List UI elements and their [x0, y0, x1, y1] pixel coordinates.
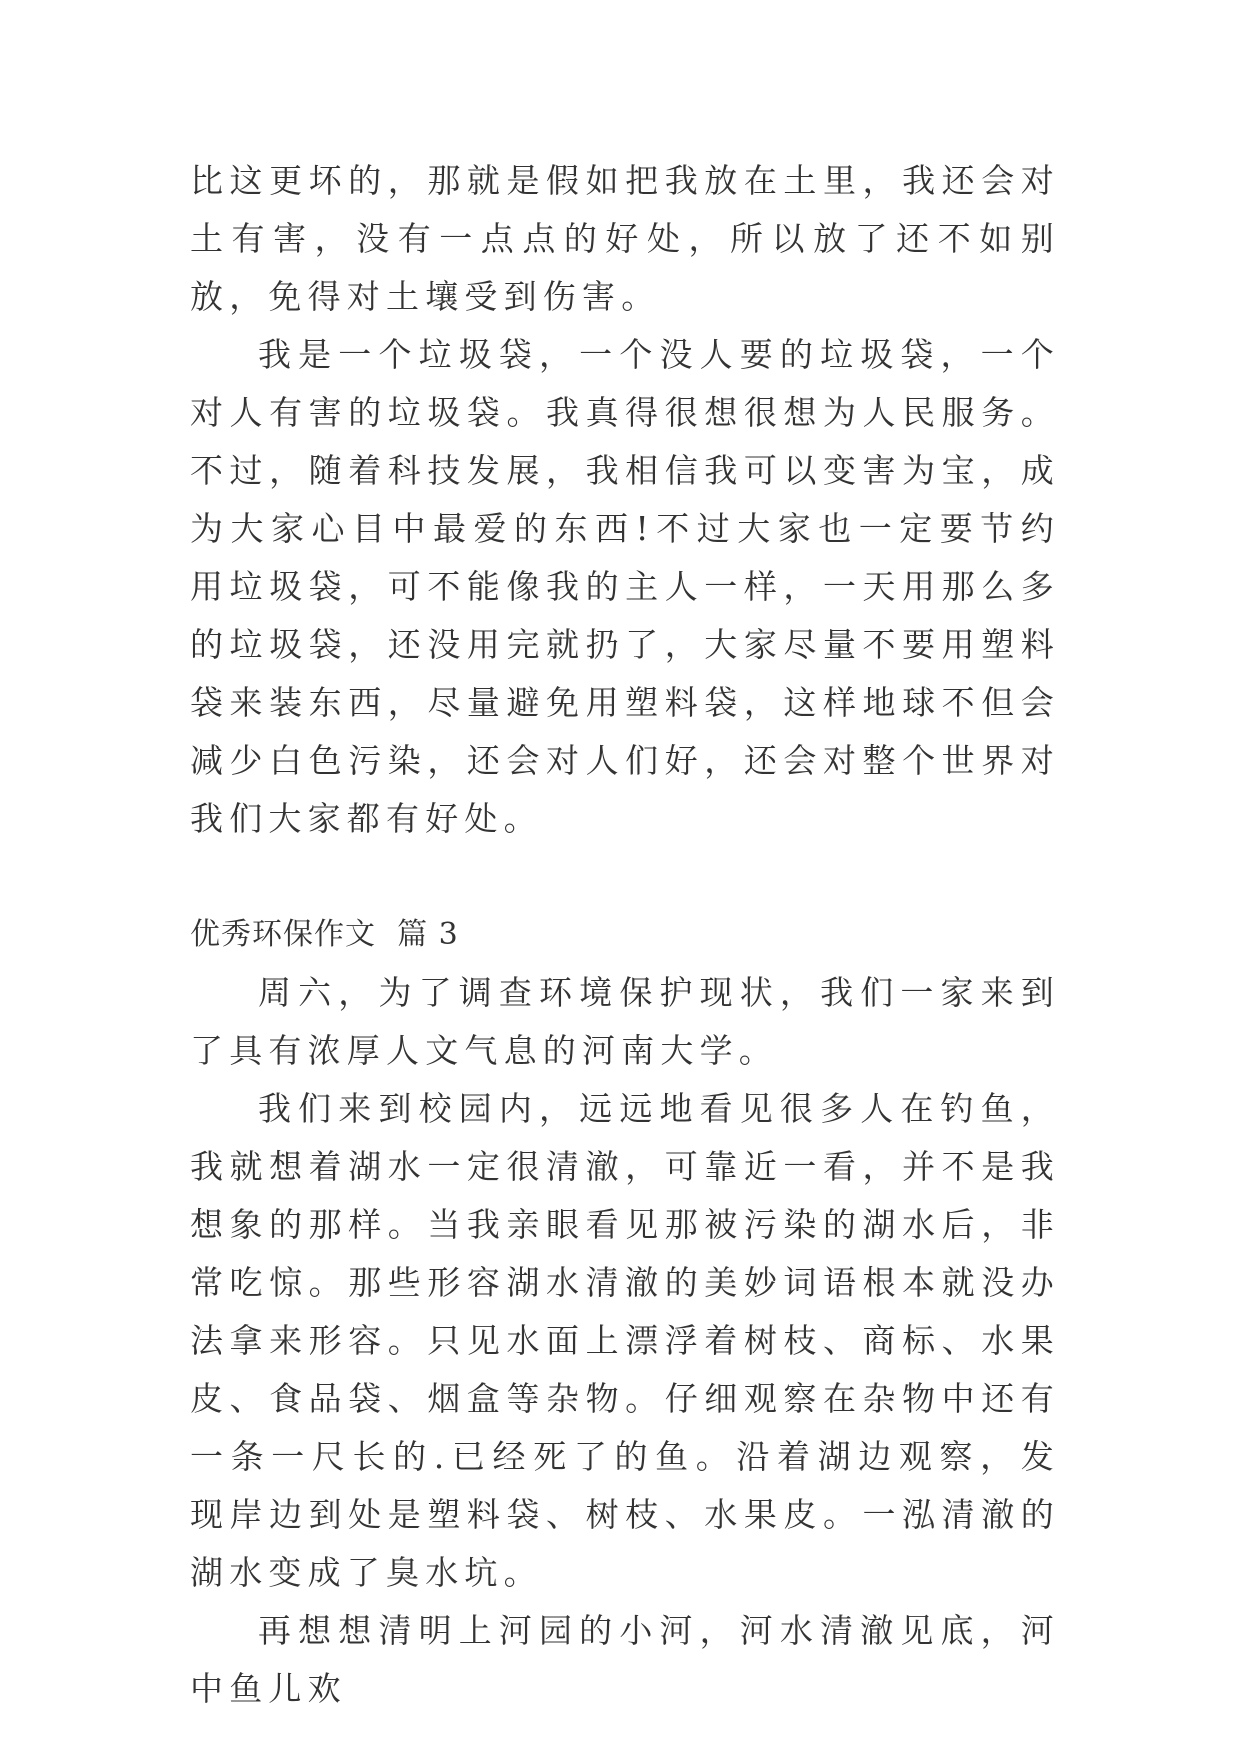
- paragraph-5: 再想想清明上河园的小河，河水清澈见底，河中鱼儿欢: [190, 1611, 1060, 1708]
- paragraph-2: 我是一个垃圾袋，一个没人要的垃圾袋，一个对人有害的垃圾袋。我真得很想很想为人民服务。不过，随着科技发展，我相信我可以变害为宝，成为大家心目中最爱的东西!不过大家也一定要节约用垃圾袋，可不能像我的主人一样，一天用那么多的垃圾袋，还没用完就扔了，大家尽量不要用塑料袋来装东西，尽量避免用塑料袋，这样地球不但会减少白色污染，还会对人们好，还会对整个世界对我们大家都有好处。: [190, 335, 1060, 838]
- paragraph-1: 比这更坏的，那就是假如把我放在土里，我还会对土有害，没有一点点的好处，所以放了还不如别放，免得对土壤受到伤害。: [190, 161, 1060, 316]
- paragraph-4: 我们来到校园内，远远地看见很多人在钓鱼，我就想着湖水一定很清澈，可靠近一看，并不是我想象的那样。当我亲眼看见那被污染的湖水后，非常吃惊。那些形容湖水清澈的美妙词语根本就没办法拿来形容。只见水面上漂浮着树枝、商标、水果皮、食品袋、烟盒等杂物。仔细观察在杂物中还有一条一尺长的.已经死了的鱼。沿着湖边观察，发现岸边到处是塑料袋、树枝、水果皮。一泓清澈的湖水变成了臭水坑。: [190, 1089, 1060, 1592]
- section-heading: 优秀环保作文 篇 3: [190, 917, 459, 952]
- document-page: [190, 152, 1060, 1718]
- paragraph-3: 周六，为了调查环境保护现状，我们一家来到了具有浓厚人文气息的河南大学。: [190, 973, 1060, 1070]
